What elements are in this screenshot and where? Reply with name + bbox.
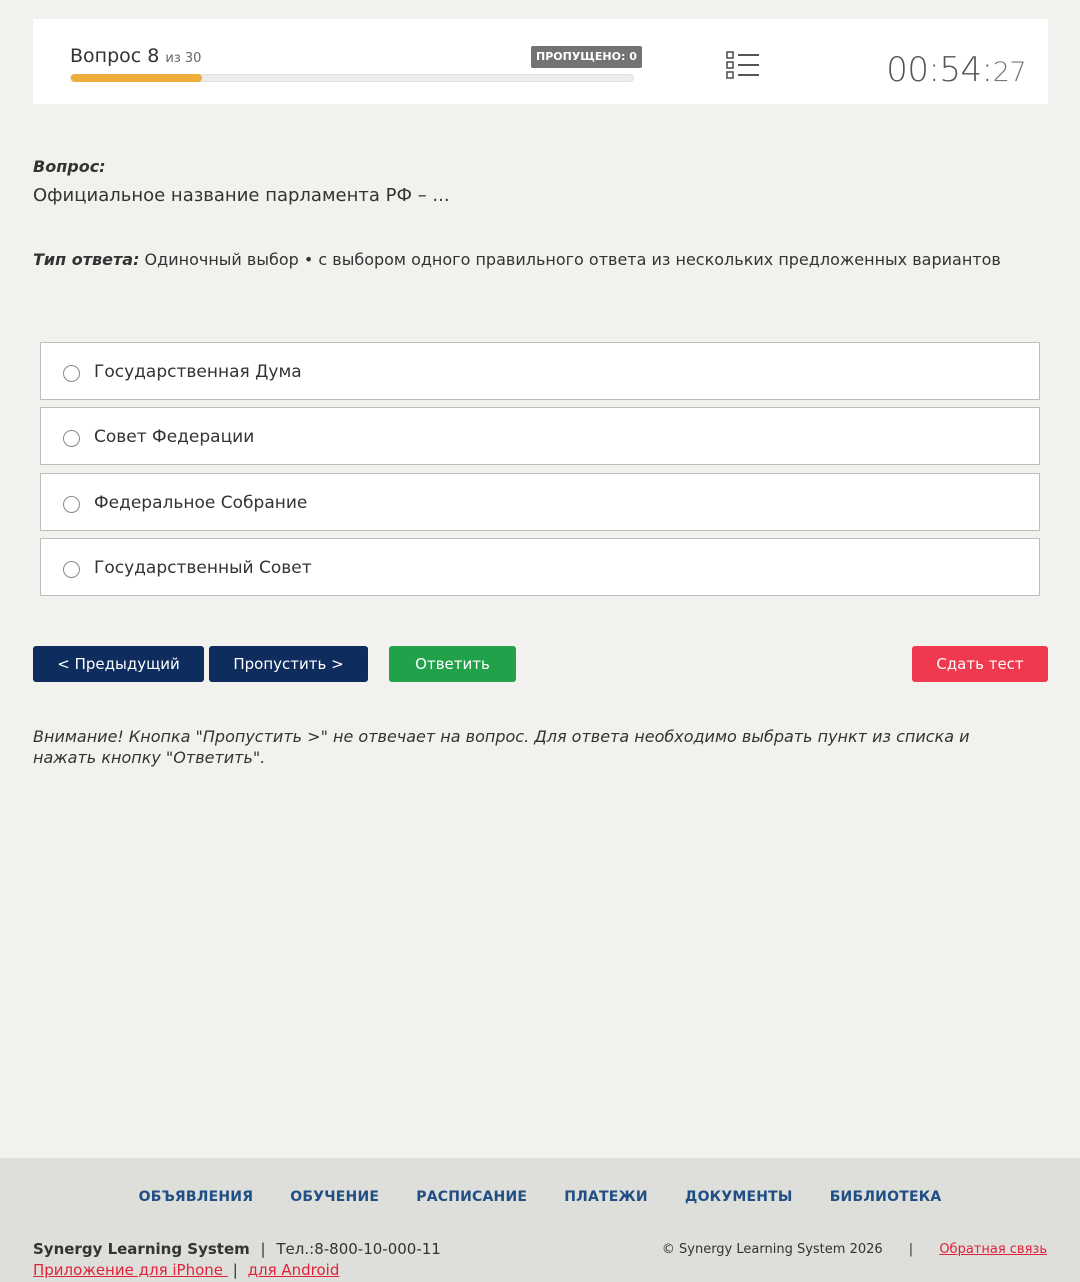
footer (0, 1158, 1080, 1282)
submit-test-button[interactable]: Сдать тест (912, 646, 1048, 682)
skipped-badge: ПРОПУЩЕНО: 0 (531, 46, 642, 68)
answer-option[interactable] (40, 342, 1040, 400)
footer-nav-schedule[interactable]: РАСПИСАНИЕ (416, 1189, 528, 1205)
footer-info (33, 1240, 441, 1258)
footer-nav-announcements[interactable]: ОБЪЯВЛЕНИЯ (138, 1189, 254, 1205)
progress-fill (71, 74, 202, 82)
footer-divider: | (260, 1240, 266, 1258)
footer-nav-library[interactable]: БИБЛИОТЕКА (829, 1189, 942, 1205)
option-label: Федеральное Собрание (94, 493, 308, 513)
option-label: Государственный Совет (94, 558, 312, 578)
footer-nav-payments[interactable]: ПЛАТЕЖИ (564, 1189, 648, 1205)
footer-nav-learning[interactable]: ОБУЧЕНИЕ (290, 1189, 380, 1205)
option-label: Государственная Дума (94, 362, 302, 382)
footer-right (662, 1242, 1047, 1257)
question-number: Вопрос 8 (70, 45, 160, 67)
skip-notice: Внимание! Кнопка "Пропустить >" не отвечает на вопрос. Для ответа необходимо выбрать пункт из списка и нажать кнопку "Ответить". (33, 727, 970, 767)
countdown-timer (886, 50, 1026, 90)
android-app-link[interactable]: для Android (247, 1261, 340, 1279)
footer-nav (0, 1186, 1080, 1205)
feedback-link[interactable]: Обратная связь (939, 1242, 1047, 1257)
radio-button[interactable] (63, 496, 80, 513)
question-list-icon[interactable] (726, 50, 760, 80)
footer-divider: | (908, 1242, 914, 1257)
footer-phone: Тел.:8-800-10-000-11 (276, 1240, 441, 1258)
option-label: Совет Федерации (94, 427, 255, 447)
timer-seconds: 27 (992, 57, 1026, 88)
test-header (33, 19, 1048, 104)
answer-type-value: Одиночный выбор • с выбором одного правильного ответа из нескольких предложенных вариантов (139, 250, 1001, 269)
question-total: из 30 (165, 51, 202, 66)
timer-main: 00:54 (886, 50, 982, 90)
question-counter (70, 45, 201, 67)
question-text: Официальное название парламента РФ – ... (33, 185, 450, 206)
previous-button[interactable]: < Предыдущий (33, 646, 204, 682)
answer-option[interactable] (40, 473, 1040, 531)
footer-divider: | (232, 1261, 238, 1279)
timer-colon: : (981, 50, 993, 90)
answer-type-label: Тип ответа: (33, 250, 140, 269)
radio-button[interactable] (63, 365, 80, 382)
answer-option[interactable] (40, 538, 1040, 596)
footer-nav-documents[interactable]: ДОКУМЕНТЫ (684, 1189, 793, 1205)
question-label: Вопрос: (33, 157, 106, 176)
footer-brand: Synergy Learning System (33, 1240, 250, 1258)
skip-button[interactable]: Пропустить > (209, 646, 368, 682)
footer-app-links (33, 1261, 339, 1279)
answer-button[interactable]: Ответить (389, 646, 516, 682)
footer-copyright: © Synergy Learning System 2026 (661, 1242, 883, 1257)
iphone-app-link[interactable]: Приложение для iPhone (33, 1261, 228, 1279)
radio-button[interactable] (63, 430, 80, 447)
answer-type (33, 250, 1001, 269)
progress-bar (70, 74, 634, 82)
radio-button[interactable] (63, 561, 80, 578)
answer-option[interactable] (40, 407, 1040, 465)
